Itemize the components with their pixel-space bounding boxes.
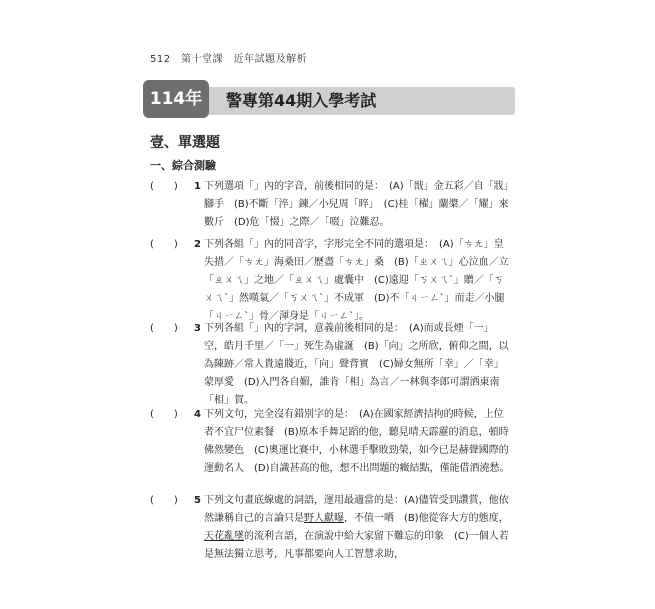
subsection-title: 一、綜合測驗 [150,159,216,172]
question-number: 5 [194,495,201,506]
question-text-part: 下列文句畫底線處的詞語，運用最適當的是：(A)儘管受到讚賞，他依然謙稱自己的言論只是 [204,495,509,524]
question-number: 4 [194,409,201,420]
question-4 [150,406,510,482]
answer-blank: ( ) [150,181,178,192]
question-number: 3 [194,323,201,334]
year-badge: 114年 [143,80,209,118]
question-number: 1 [194,181,201,192]
exam-title: 警專第44期入學考試 [226,91,377,110]
page-header: 512 第十堂課 近年試題及解析 [150,54,308,65]
question-text: 下列選項「」內的字音，前後相同的是： (A)「戩」金五彩／自「戕」腳手 (B)不斷「淬」鍊／小兒周「晬」 (C)桂「櫂」蘭槳／「耀」來數斤 (D)危「惙」之際／「啜」泣難忍。 [204,181,509,228]
underlined-phrase: 野人獻曝 [304,513,344,524]
exam-banner [143,87,515,115]
question-1 [150,178,510,228]
question-2 [150,236,510,322]
answer-blank: ( ) [150,323,178,334]
section-title: 壹、單選題 [150,135,220,151]
question-text: 下列文句，完全沒有錯別字的是： (A)在國家經濟拮拘的時候，上位者不宜尸位素餐 (B)原本手舞足蹈的他，聽見晴天霹靂的消息，頓時佛然變色 (C)奧運比賽中，小林選手擊敗勁榮，如今已是赫聲國際的運動名人 (D)自識甚高的他，想不出問題的癥結點，僅能借酒澆愁。 [204,409,510,474]
answer-blank: ( ) [150,409,178,420]
answer-blank: ( ) [150,495,178,506]
answer-blank: ( ) [150,239,178,250]
question-text: 下列各組「」內的同音字，字形完全不同的選項是： (A)「ㄘㄤ」皇失措／「ㄘㄤ」海桑田／歷盡「ㄘㄤ」桑 (B)「ㄓㄨㄟ」心泣血／立「ㄓㄨㄟ」之地／「ㄓㄨㄟ」處囊中 (C)遠迎「ㄎㄨㄟˋ」贈／「ㄎㄨㄟˋ」然嘆氣／「ㄎㄨㄟˋ」不成軍 (D)不「ㄐㄧㄥˋ」而走／小腿「ㄐㄧㄥˋ」骨／渾身是「ㄐㄧㄥˋ」。 [204,239,509,322]
question-3 [150,320,510,406]
question-text [204,492,510,564]
question-number: 2 [194,239,201,250]
underlined-phrase: 天花亂墜 [204,531,244,542]
question-text: 下列各組「」內的字詞，意義前後相同的是： (A)而或長煙「一」空，皓月千里／「一」死生為虛誕 (B)「向」之所欣，俯仰之間，以為陳跡／常人貴遠賤近，「向」聲背實 (C)婦女無所「幸」／「幸」蒙厚愛 (D)入門各自媚，誰肯「相」為言／一林與李郎可謂洒東南「相」賀。 [204,323,509,406]
question-5 [150,492,510,568]
question-text-part: 的流利言語，在演說中給大家留下難忘的印象 (C)一個人若是無法獨立思考，凡事都要向人工智慧求助， [204,531,509,560]
question-text-part: ，不值一哂 (B)他從容大方的態度， [344,513,509,524]
